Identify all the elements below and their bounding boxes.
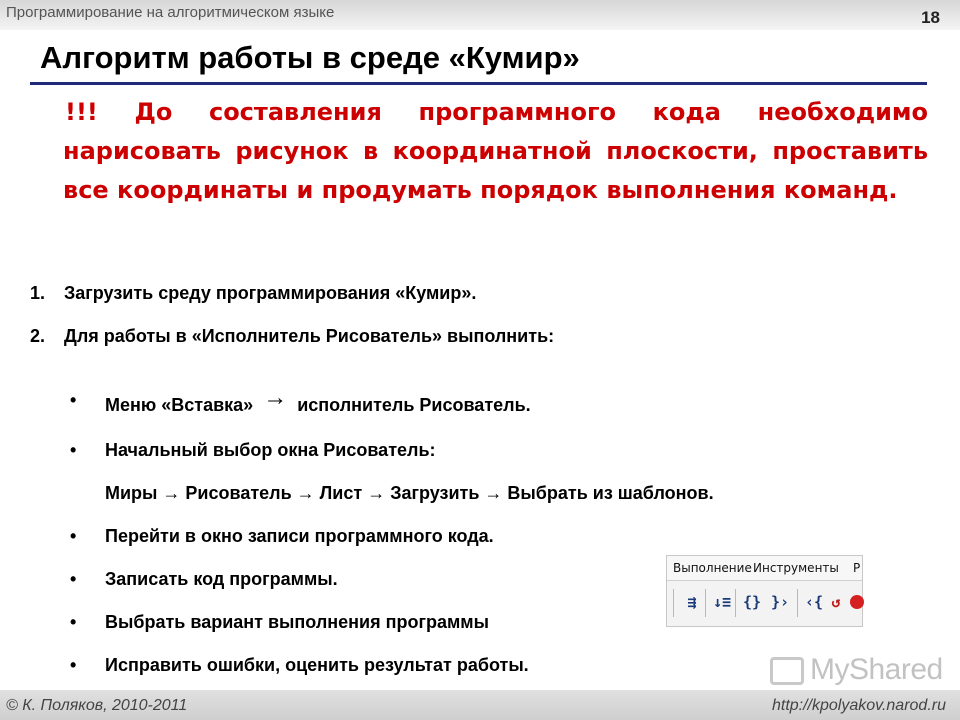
menu-run[interactable]: Выполнение [673,561,752,575]
menu-insert-label: Меню «Вставка» [105,395,254,415]
bullet-text: Перейти в окно записи программного кода. [105,526,494,546]
step-number: 1. [30,283,46,303]
watermark-logo [770,653,943,687]
bullet-dot: • [70,526,77,546]
step-in-icon[interactable]: {} [742,593,762,611]
site-url[interactable]: http://kpolyakov.narod.ru [771,697,946,714]
bullet-text: Записать код программы. [105,569,338,589]
toolbar-icons [667,581,862,626]
menu-more[interactable]: Р [853,561,861,575]
step-run-icon[interactable]: ⇶ [687,593,697,611]
bullet-bold-text: окна Рисователь: [277,440,436,460]
step-1 [30,283,476,304]
step-back-icon[interactable]: ↺ [831,593,841,611]
watermark-text: MyShared [810,653,943,686]
watermark-icon [770,657,804,685]
bullet-text: Исправить ошибки, оценить результат работы. [105,655,529,675]
footer-bar [0,690,960,720]
run-to-end-icon[interactable]: ↓≡ [712,593,732,611]
course-title: Программирование на алгоритмическом языке [6,4,335,21]
bullet-dot: • [70,569,77,589]
step-number: 2. [30,326,46,346]
bullet-normal-text: Начальный выбор [105,440,278,460]
author-credit: © К. Поляков, 2010-2011 [6,697,188,714]
toolbar-separator [705,589,706,617]
step-2 [30,326,554,347]
header-bar [0,0,960,30]
kumir-toolbar-screenshot [666,555,863,627]
bullet-dot: • [70,390,77,410]
step-text: Для работы в «Исполнитель Рисователь» выполнить: [64,326,555,346]
menu-tools[interactable]: Инструменты [753,561,839,575]
bullet-text [105,384,531,418]
step-out-icon[interactable]: ‹{ [804,593,824,611]
toolbar-separator [797,589,798,617]
bullet-dot: • [70,612,77,632]
warning-text: !!! До составления программного кода необходимо нарисовать рисунок в координатной плоскости, проставить все координаты и продумать порядок выполнения команд. [63,98,928,204]
bullet-dot: • [70,655,77,675]
step-text: Загрузить среду программирования «Кумир». [64,283,477,303]
bullet-text: Выбрать вариант выполнения программы [105,612,489,632]
menu-path-text: Миры → Рисователь → Лист → Загрузить → Выбрать из шаблонов. [105,483,714,503]
title-divider [30,82,927,85]
step-over-icon[interactable]: }› [770,593,790,611]
bullet-dot: • [70,440,77,460]
toolbar-separator [673,589,674,617]
stop-icon[interactable] [850,595,864,609]
bullet-text [105,440,436,461]
slide-number: 18 [921,8,940,27]
painter-label: исполнитель Рисователь. [297,395,531,415]
menu-bar [667,556,862,581]
toolbar-separator [735,589,736,617]
arrow-icon: → [263,384,288,411]
page-title: Алгоритм работы в среде «Кумир» [40,40,580,75]
